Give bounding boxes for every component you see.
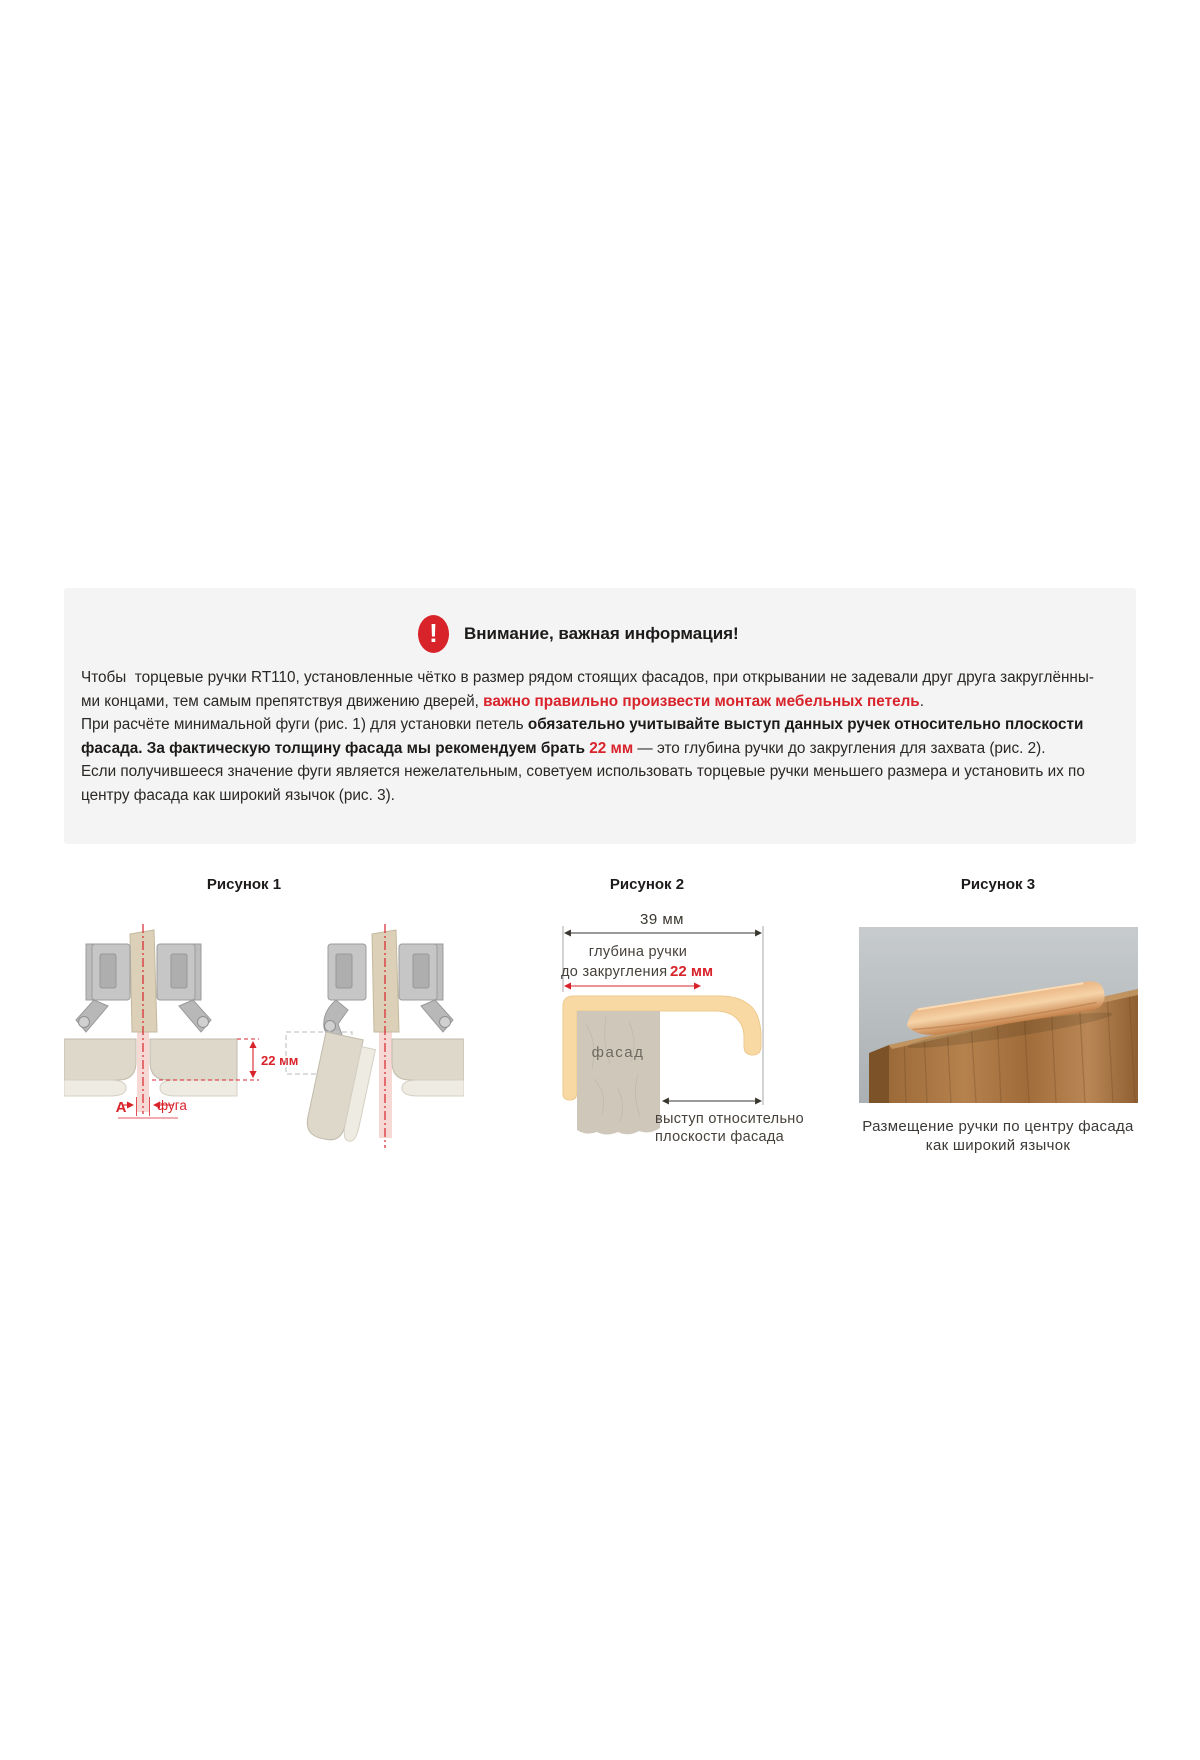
fig2-depth-label-line1: глубина ручки: [588, 944, 688, 960]
fig1-gap-label: фуга: [157, 1098, 187, 1113]
right-hinge: [157, 944, 211, 1032]
rotated-open-door: [304, 1032, 377, 1146]
fig1-hinge-illustration: [64, 904, 464, 1186]
left-hinge: [76, 944, 130, 1032]
figure1-caption: Рисунок 1: [206, 876, 282, 893]
figure2-caption: Рисунок 2: [609, 876, 685, 893]
left-door-handle-edge: [64, 1080, 126, 1096]
figure3-caption-line2: как широкий язычок: [925, 1137, 1071, 1154]
fig1-dim-a-label: A: [115, 1099, 127, 1116]
right-door-handle-edge: [160, 1080, 237, 1096]
neighbor-door-handle-edge: [402, 1080, 464, 1096]
figure-2: [498, 876, 816, 1166]
fig1-opened-door-diagram: [286, 924, 464, 1148]
figure3-photo-caption: [856, 1117, 1140, 1155]
fig1-closed-doors-diagram: [64, 924, 298, 1118]
figure-1: [64, 876, 464, 1186]
fig2-depth-value: 22 мм: [670, 963, 714, 980]
figure-3: [856, 876, 1140, 1155]
fig3-handle-photo: [859, 927, 1138, 1103]
figure3-caption: Рисунок 3: [960, 876, 1036, 893]
right-door-slab: [150, 1039, 237, 1080]
left-door-slab: [64, 1039, 136, 1080]
fig2-protrusion-line2: плоскости фасада: [655, 1129, 785, 1145]
notice-paragraph: Чтобы торцевые ручки RT110, установленные чётко в размер рядом стоящих фасадов, при открывании не задевали друг друга закруглённы- ми концами, тем самым препятствуя движению дверей, важно правильно произвести монтаж мебельных петель. При расчёте минимальной фуги (рис. 1) для установки петель обязательно учитывайте выступ данных ручек относительно плоскости фасада. За фактическую толщину фасада мы рекомендуем брать 22 мм — это глубина ручки до закругления для захвата (рис. 2). Если получившееся значение фуги является нежелательным, советуем использовать торцевые ручки меньшего размера и установить их по центру фасада как широкий язычок (рис. 3).: [81, 669, 1094, 804]
neighbor-door-slab: [392, 1039, 464, 1080]
wood-panel-side-face: [869, 1045, 889, 1103]
notice-header: [418, 615, 739, 653]
fig2-width-dim-label: 39 мм: [640, 911, 684, 928]
figure3-caption-line1: Размещение ручки по центру фасада: [862, 1118, 1134, 1135]
fig2-dimension-drawing: [498, 904, 816, 1166]
right-hinge: [399, 944, 453, 1032]
fig2-protrusion-line1: выступ относительно: [655, 1111, 804, 1127]
fig1-dim-22mm-label: 22 мм: [261, 1053, 299, 1068]
warning-notice-box: [64, 588, 1136, 844]
fig2-depth-label-line2: до закругления: [561, 964, 668, 980]
facade-panel: [577, 1011, 660, 1135]
warning-exclamation-icon: [418, 615, 449, 653]
exclamation-glyph: !: [429, 618, 438, 648]
fig2-facade-label: фасад: [591, 1044, 645, 1061]
notice-title: Внимание, важная информация!: [464, 624, 739, 643]
